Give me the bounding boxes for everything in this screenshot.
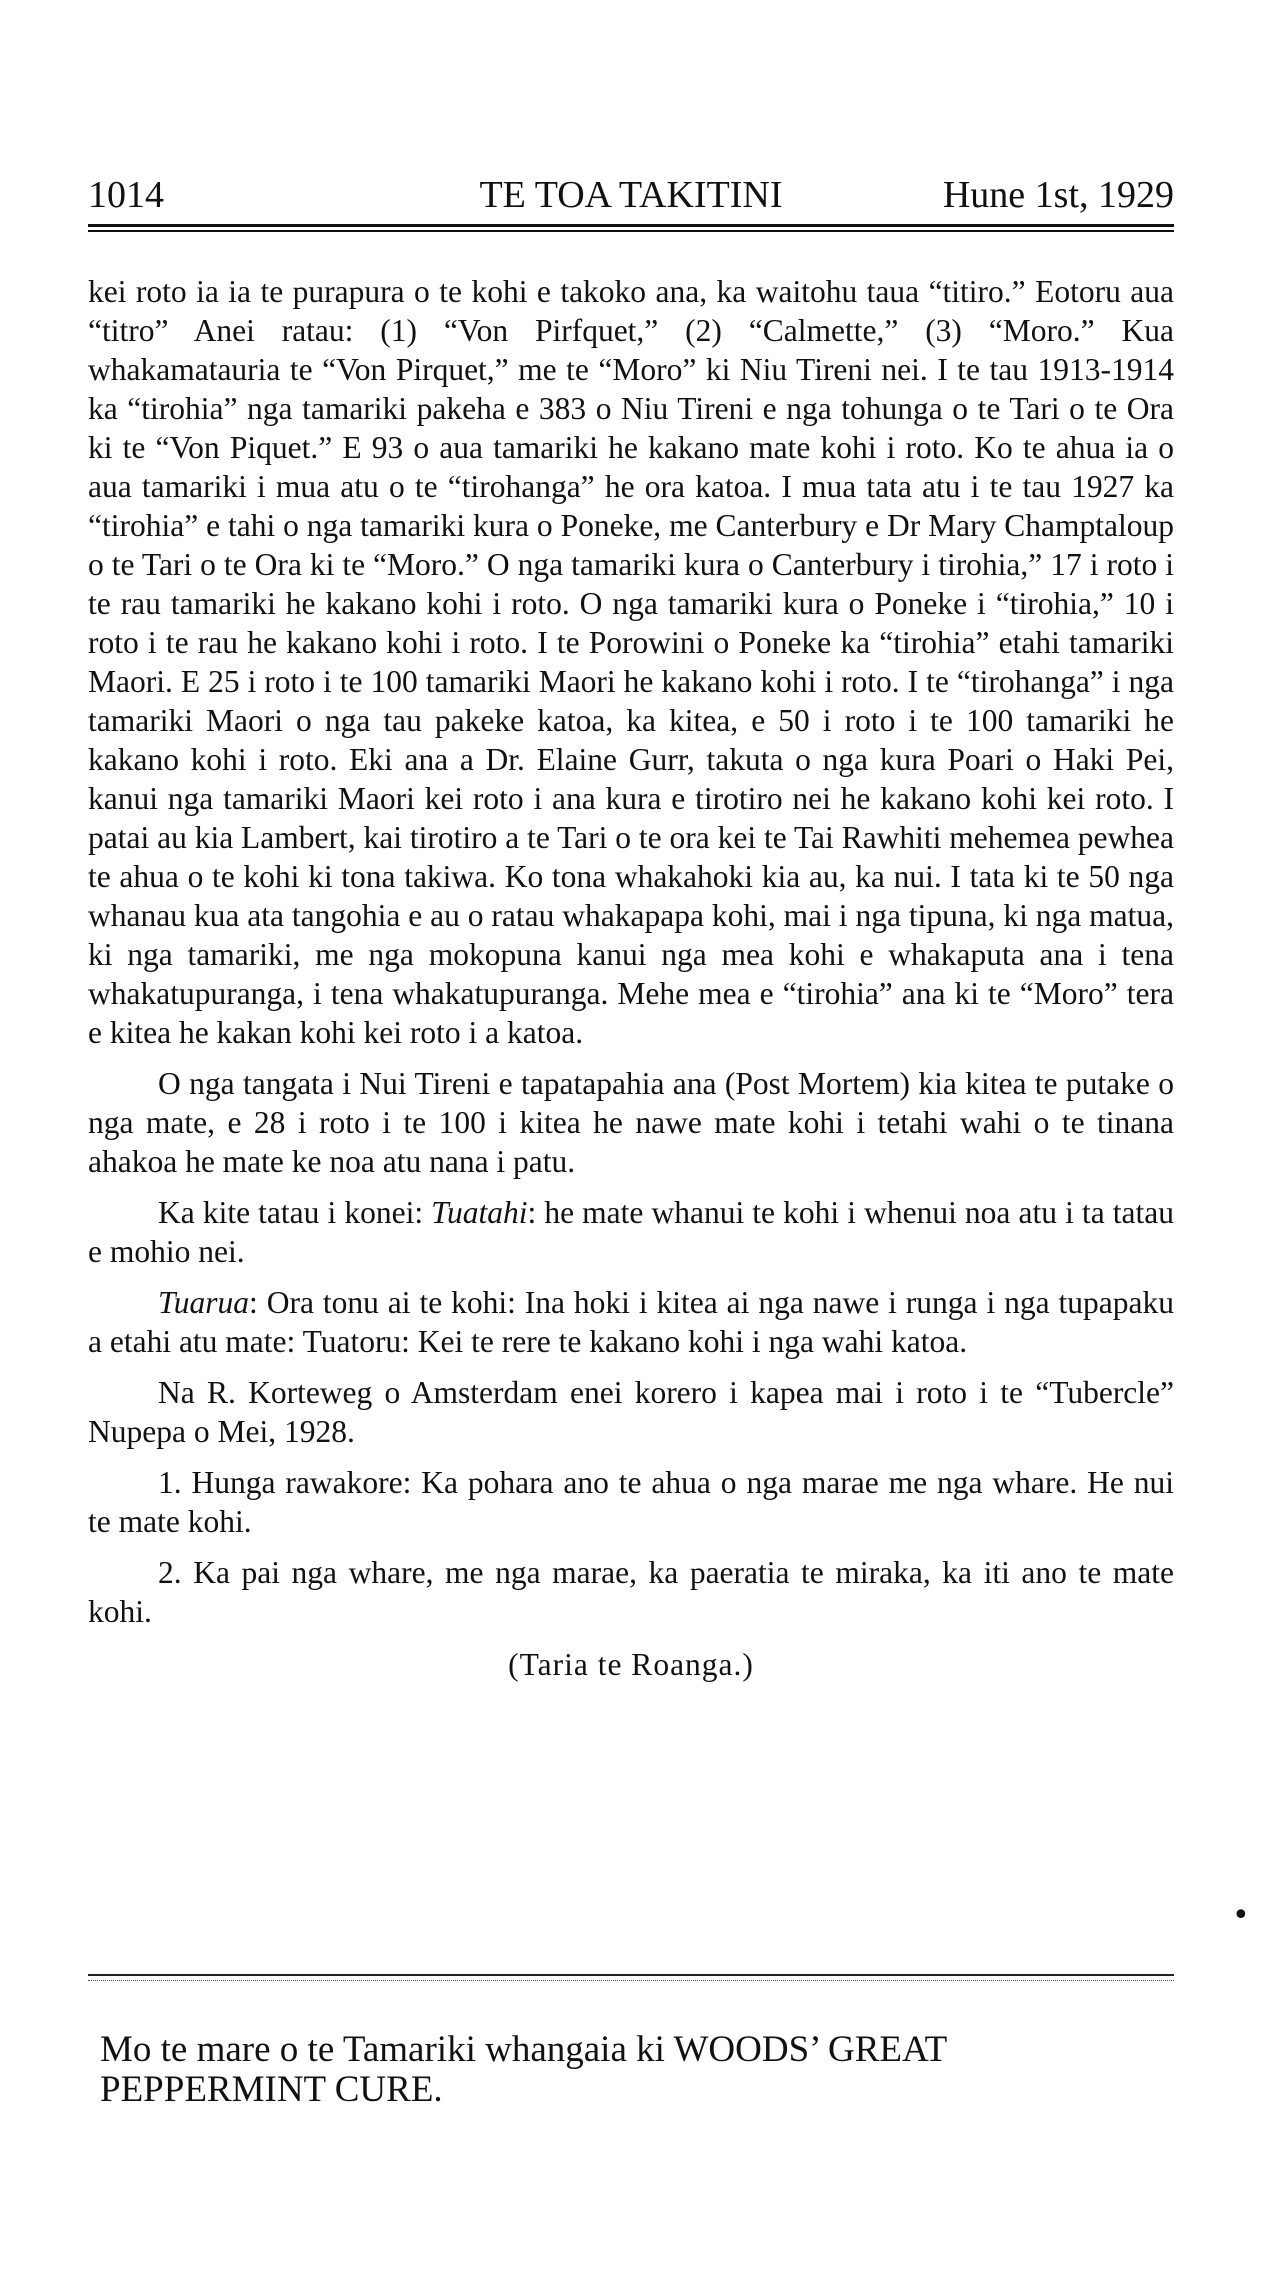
paragraph-3 xyxy=(88,1193,1174,1271)
publication-title: TE TOA TAKITINI xyxy=(479,174,783,216)
paragraph-6: 1. Hunga rawakore: Ka pohara ano te ahua o nga marae me nga whare. He nui te mate kohi. xyxy=(88,1465,1174,1539)
page-number: 1014 xyxy=(88,174,164,216)
issue-date: Hune 1st, 1929 xyxy=(942,174,1174,216)
article-body xyxy=(88,272,1174,1684)
margin-dot: • xyxy=(1232,1898,1250,1933)
page-header xyxy=(88,170,1174,220)
header-double-rule xyxy=(88,224,1174,232)
advertisement xyxy=(100,2030,1170,2110)
paragraph-3-lead: Ka kite tatau i konei: xyxy=(158,1195,432,1230)
paragraph-4-italic: Tuarua xyxy=(158,1285,250,1320)
paragraph-5: Na R. Korteweg o Amsterdam enei korero i kapea mai i roto i te “Tubercle” Nupepa o Mei, 1928. xyxy=(88,1375,1174,1449)
advertisement-line-2: PEPPERMINT CURE. xyxy=(100,2069,443,2110)
paragraph-3-rest: : he mate whanui te kohi i whenui noa atu i ta tatau e mohio nei. xyxy=(88,1195,1174,1269)
section-rule xyxy=(88,1974,1174,1976)
paragraph-4 xyxy=(88,1283,1174,1361)
paragraph-4-rest: : Ora tonu ai te kohi: Ina hoki i kitea ai nga nawe i runga i nga tupapaku a etahi atu mate: Tuatoru: Kei te rere te kakano kohi i nga wahi katoa. xyxy=(88,1285,1174,1359)
paragraph-2: O nga tangata i Nui Tireni e tapatapahia ana (Post Mortem) kia kitea te putake o nga mate, e 28 i roto i te 100 i kitea he nawe mate kohi i tetahi wahi o te tinana ahakoa he mate ke noa atu nana i patu. xyxy=(88,1066,1174,1179)
paragraph-1: kei roto ia ia te purapura o te kohi e takoko ana, ka waitohu taua “titiro.” Eotoru aua “titro” Anei ratau: (1) “Von Pirfquet,” (2) “Calmette,” (3) “Moro.” Kua whakamatauria te “Von Pirquet,” me te “Moro” ki Niu Tireni nei. I te tau 1913-1914 ka “tirohia” nga tamariki pakeha e 383 o Niu Tireni e nga tohunga o te Tari o te Ora ki te “Von Piquet.” E 93 o aua tamariki he kakano mate kohi i roto. Ko te ahua ia o aua tamariki i mua atu o te “tirohanga” he ora katoa. I mua tata atu i te tau 1927 ka “tirohia” e tahi o nga tamariki kura o Poneke, me Canterbury e Dr Mary Champtaloup o te Tari o te Ora ki te “Moro.” O nga tamariki kura o Canterbury i tirohia,” 17 i roto i te rau tamariki he kakano kohi i roto. O nga tamariki kura o Poneke i “tirohia,” 10 i roto i te rau he kakano kohi i roto. I te Porowini o Poneke ka “tirohia” etahi tamariki Maori. E 25 i roto i te 100 tamariki Maori he kakano kohi i roto. I te “tirohanga” i nga tamariki Maori o nga tau pakeke katoa, ka kitea, e 50 i roto i te 100 tamariki he kakano kohi i roto. Eki ana a Dr. Elaine Gurr, takuta o nga kura Poari o Haki Pei, kanui nga tamariki Maori kei roto i ana kura e tirotiro nei he kakano kohi kei roto. I patai au kia Lambert, kai tirotiro a te Tari o te ora kei te Tai Rawhiti mehemea pewhea te ahua o te kohi ki tona takiwa. Ko tona whakahoki kia au, ka nui. I tata ki te 50 nga whanau kua ata tangohia e au o ratau whakapapa kohi, mai i nga tipuna, ki nga matua, ki nga tamariki, me nga mokopuna kanui nga mea kohi e whakaputa ana i tena whakatupuranga, i tena whakatupuranga. Mehe mea e “tirohia” ana ki te “Moro” tera e kitea he kakan kohi kei roto i a katoa. xyxy=(88,274,1174,1050)
paragraph-7: 2. Ka pai nga whare, me nga marae, ka paeratia te miraka, ka iti ano te mate kohi. xyxy=(88,1555,1174,1629)
continuation-note: (Taria te Roanga.) xyxy=(508,1647,754,1682)
advertisement-line-1: Mo te mare o te Tamariki whangaia ki WOODS’ GREAT xyxy=(100,2029,948,2070)
section-rule-dotted xyxy=(88,1980,1174,1981)
paragraph-3-italic: Tuatahi xyxy=(431,1195,528,1230)
